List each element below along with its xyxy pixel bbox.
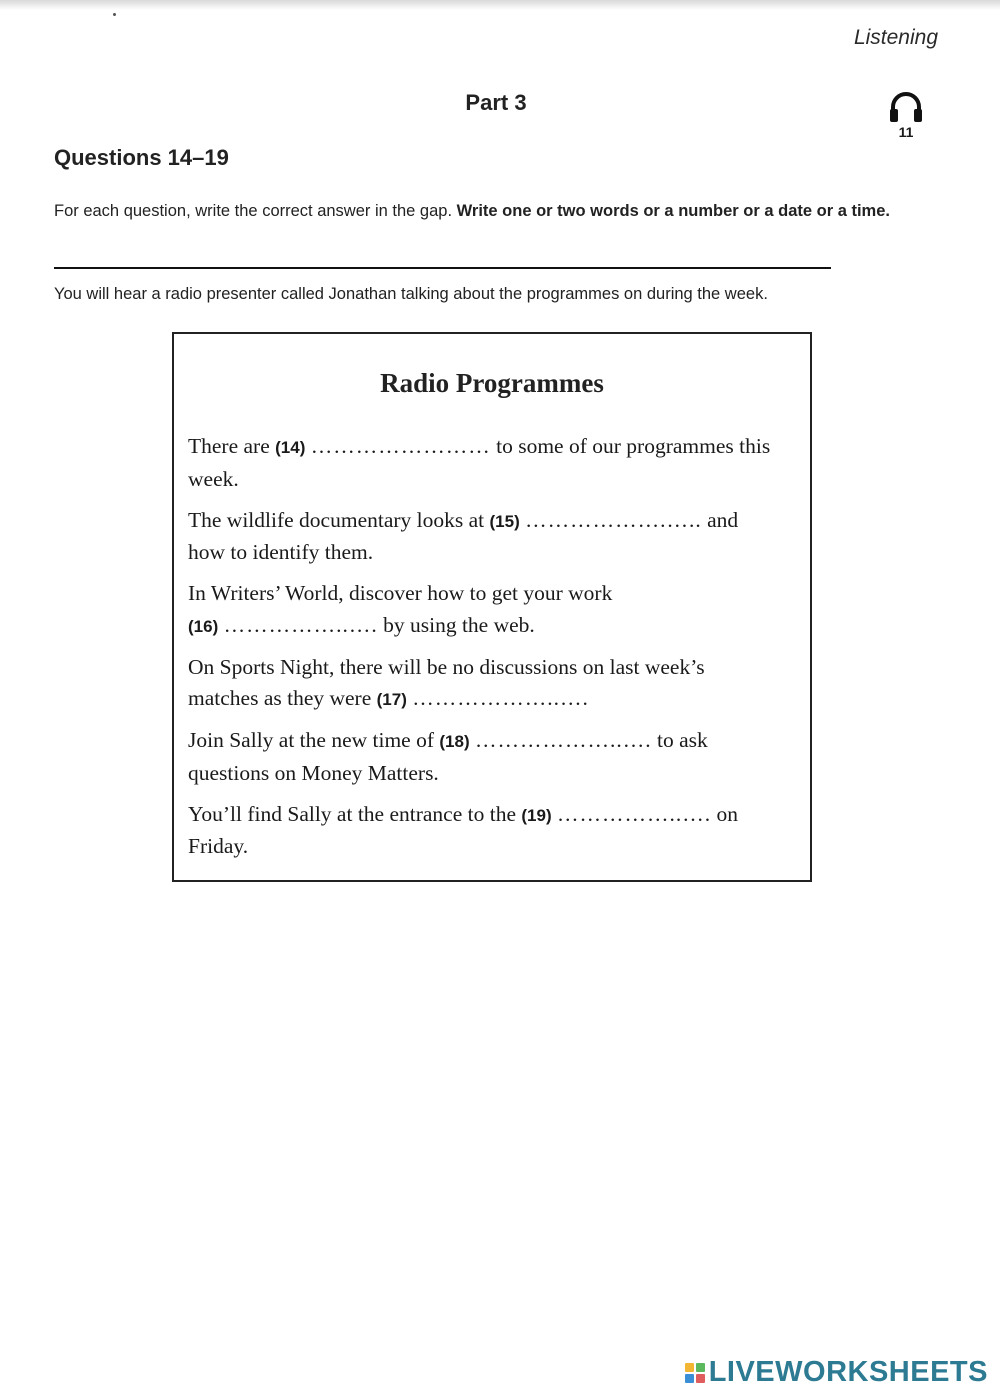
brand-square — [685, 1374, 694, 1383]
brand-square — [696, 1374, 705, 1383]
speck — [113, 13, 116, 16]
answer-gap[interactable]: ………………..…. — [412, 686, 589, 710]
question-item: In Writers’ World, discover how to get your work (16) ……………..…. by using the web. — [188, 581, 613, 637]
brand-text: LIVEWORKSHEETS — [708, 1356, 988, 1388]
audio-track[interactable] — [884, 90, 928, 140]
question-list — [188, 431, 778, 863]
section-label: Listening — [853, 26, 938, 49]
question-number: (17) — [376, 690, 407, 709]
question-number: (15) — [489, 511, 520, 531]
liveworksheets-logo[interactable] — [685, 1356, 988, 1389]
question-item: You’ll find Sally at the entrance to the (19) ……………..…. on Friday. — [188, 801, 738, 858]
page-top-shade — [0, 0, 1000, 10]
question-item: There are (14) …………………… to some of our programmes this week. — [188, 434, 771, 491]
context-text: You will hear a radio presenter called Jonathan talking about the programmes on during the week. — [54, 285, 768, 303]
box-title: Radio Programmes — [380, 368, 604, 398]
instructions — [54, 199, 934, 223]
questions-heading: Questions 14–19 — [54, 145, 229, 170]
answer-gap[interactable]: …………………… — [310, 434, 491, 458]
instructions-bold: Write one or two words or a number or a date or a time. — [456, 202, 890, 220]
question-item: On Sports Night, there will be no discussions on last week’s matches as they were (17) ………………..…. — [188, 654, 705, 710]
question-number: (14) — [275, 438, 306, 457]
brand-square — [685, 1363, 694, 1372]
track-number: 11 — [898, 124, 914, 140]
divider — [54, 267, 831, 269]
question-item: The wildlife documentary looks at (15) ……………….….. and how to identify them. — [188, 507, 739, 564]
radio-programmes-box — [172, 332, 812, 882]
question-item: Join Sally at the new time of (18) ………………..…. to ask questions on Money Matters. — [188, 728, 708, 785]
part-title: Part 3 — [465, 90, 527, 115]
question-number: (18) — [439, 732, 470, 751]
question-number: (16) — [188, 616, 219, 636]
answer-gap[interactable]: ……………..…. — [223, 612, 378, 637]
answer-gap[interactable]: ……………….….. — [525, 507, 702, 532]
brand-grid-icon — [685, 1363, 705, 1383]
headphones-icon — [887, 90, 925, 124]
answer-gap[interactable]: ………………..…. — [475, 728, 652, 752]
answer-gap[interactable]: ……………..…. — [557, 801, 712, 826]
question-number: (19) — [521, 805, 552, 825]
brand-square — [696, 1363, 705, 1372]
instructions-text: For each question, write the correct answer in the gap. — [54, 202, 453, 220]
